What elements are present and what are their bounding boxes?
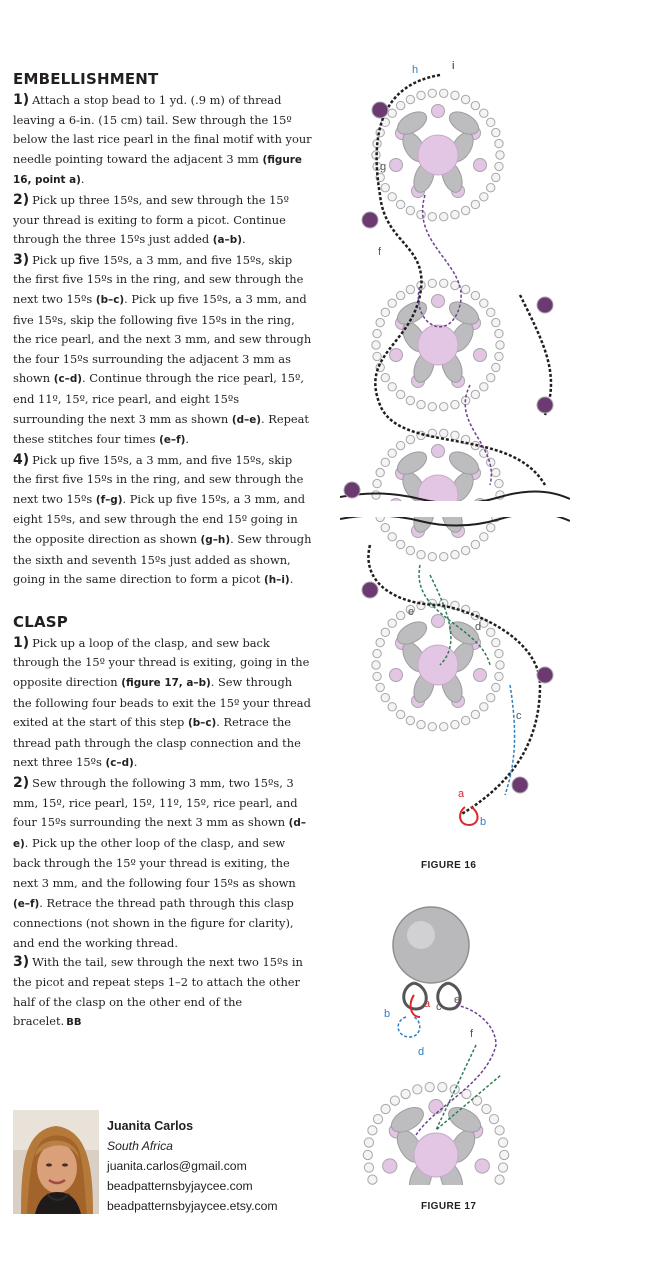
seed-bead (492, 638, 500, 646)
seed-bead (461, 285, 469, 293)
pearl-3mm (432, 105, 445, 118)
seed-bead (495, 139, 503, 147)
seed-bead (364, 1163, 373, 1172)
seed-bead (406, 95, 414, 103)
seed-bead (498, 1138, 507, 1147)
purple-3mm-bead (512, 777, 528, 793)
purple-3mm-bead (537, 397, 553, 413)
designer-email-link[interactable]: juanita.carlos@gmail.com (107, 1159, 247, 1173)
seed-bead (368, 1175, 377, 1184)
seed-bead (440, 89, 448, 97)
seed-bead (381, 308, 389, 316)
seed-bead (381, 523, 389, 531)
designer-etsy-link[interactable]: beadpatternsbyjaycee.etsy.com (107, 1199, 278, 1213)
label-g: g (380, 161, 387, 173)
clasp-bead (393, 907, 469, 983)
seed-bead (451, 400, 459, 408)
pearl-3mm (383, 1159, 397, 1173)
seed-bead (363, 1150, 372, 1159)
seed-bead (396, 611, 404, 619)
seed-bead (373, 672, 381, 680)
seed-bead (406, 285, 414, 293)
embellishment-step-4: 4) Pick up five 15ºs, a 3 mm, and five 15ºs, skip the first five 15ºs in the ring, and sew through the next two 15ºs (f–g). Pick up five 15ºs, a 3 mm, and eight 15ºs, and sew through the end 15º going in the opposite direction as shown (g–h). Sew through the sixth and seventh 15ºs just added as shown, going in the same direction to form a picot (h–i). (13, 451, 312, 587)
label-b: b (480, 816, 487, 828)
seed-bead (471, 710, 479, 718)
seed-bead (495, 649, 503, 657)
seed-bead (376, 318, 384, 326)
seed-bead (471, 291, 479, 299)
seed-bead (417, 91, 425, 99)
seed-bead (495, 329, 503, 337)
seed-bead (396, 441, 404, 449)
seed-bead (461, 546, 469, 554)
pearl-3mm (432, 615, 445, 628)
seed-bead (451, 720, 459, 728)
label-c: c (436, 1001, 442, 1013)
seed-bead (471, 540, 479, 548)
figure-17 (326, 905, 566, 1185)
seed-bead (417, 720, 425, 728)
end-mark: BB (66, 1017, 82, 1029)
seed-bead (388, 619, 396, 627)
seed-bead (428, 553, 436, 561)
pearl-3mm (432, 445, 445, 458)
seed-bead (388, 383, 396, 391)
seed-bead (451, 91, 459, 99)
seed-bead (372, 491, 380, 499)
seed-bead (496, 341, 504, 349)
pearl-3mm (429, 1099, 443, 1113)
thread-path-blue (398, 1017, 420, 1037)
seed-bead (428, 403, 436, 411)
pearl-3mm (390, 349, 403, 362)
seed-bead (428, 279, 436, 287)
pearl-3mm (390, 159, 403, 172)
label-i: i (452, 60, 455, 72)
figure-17-diagram (326, 905, 566, 1185)
figure-17-caption: FIGURE 17 (421, 1201, 477, 1212)
seed-bead (498, 1163, 507, 1172)
seed-bead (388, 109, 396, 117)
instructions-column (13, 70, 313, 1033)
seed-bead (440, 279, 448, 287)
seed-bead (381, 373, 389, 381)
seed-bead (390, 1096, 399, 1105)
label-h: h (412, 64, 419, 76)
seed-bead (373, 352, 381, 360)
seed-bead (487, 308, 495, 316)
seed-bead (480, 533, 488, 541)
label-d: d (418, 1046, 425, 1058)
seed-bead (406, 396, 414, 404)
seed-bead (471, 390, 479, 398)
seed-bead (388, 193, 396, 201)
seed-bead (450, 1085, 459, 1094)
center-pearl (418, 645, 458, 685)
pearl-3mm (475, 1159, 489, 1173)
label-a: a (458, 788, 465, 800)
purple-3mm-bead (537, 297, 553, 313)
figure-16-diagram (340, 45, 570, 845)
seed-bead (487, 628, 495, 636)
pearl-3mm (474, 349, 487, 362)
seed-bead (480, 383, 488, 391)
center-pearl (418, 135, 458, 175)
seed-bead (496, 661, 504, 669)
clasp-step-1: 1) Pick up a loop of the clasp, and sew back through the 15º your thread is exiting, going in the opposite direction (figure 17, a–b). Sew through the following four beads to exit the 15º your thread exited at the start of this step (b–c). Retrace the thread path through the clasp connection and the next three 15ºs (c–d). (13, 634, 311, 770)
purple-3mm-bead (344, 482, 360, 498)
seed-bead (495, 672, 503, 680)
label-a: a (424, 998, 431, 1010)
label-e: e (408, 606, 415, 618)
embellishment-step-1: 1) Attach a stop bead to 1 yd. (.9 m) of thread leaving a 6-in. (15 cm) tail. Sew through the 15º below the last rice pearl in the final motif with your needle pointing toward the adjacent 3 mm (figure 16, point a). (13, 92, 312, 187)
seed-bead (428, 213, 436, 221)
seed-bead (428, 89, 436, 97)
break-gap (340, 501, 570, 517)
seed-bead (406, 546, 414, 554)
clasp-step-2: 2) Sew through the following 3 mm, two 15ºs, 3 mm, 15º, rice pearl, 15º, 11º, 15º, rice pearl, and four 15ºs surrounding the next 3 mm as shown (d–e). Pick up the other loop of the clasp, and sew back through the 15º your thread is exiting, the next 3 mm, and the following four 15ºs as shown (e–f). Retrace the thread path through this clasp connections (not shown in the figure for clarity), and end the working thread. (13, 775, 307, 950)
seed-bead (381, 458, 389, 466)
seed-bead (376, 683, 384, 691)
seed-bead (396, 540, 404, 548)
seed-bead (492, 173, 500, 181)
seed-bead (417, 550, 425, 558)
clasp-step-3: 3) With the tail, sew through the next two 15ºs in the picot and repeat steps 1–2 to attach the other half of the clasp on the other end of the bracelet. BB (13, 954, 303, 1029)
purple-3mm-bead (362, 582, 378, 598)
seed-bead (376, 468, 384, 476)
seed-bead (440, 403, 448, 411)
seed-bead (440, 553, 448, 561)
seed-bead (396, 291, 404, 299)
seed-bead (461, 206, 469, 214)
seed-bead (417, 400, 425, 408)
seed-bead (500, 1150, 509, 1159)
pearl-3mm (474, 159, 487, 172)
seed-bead (487, 183, 495, 191)
thread-path-red (411, 995, 420, 1017)
seed-bead (372, 341, 380, 349)
seed-bead (451, 550, 459, 558)
seed-bead (492, 128, 500, 136)
figure-16-caption: FIGURE 16 (421, 860, 477, 871)
seed-bead (451, 210, 459, 218)
clasp-heading: CLASP (13, 612, 68, 631)
designer-bio (13, 1110, 313, 1220)
seed-bead (364, 1138, 373, 1147)
seed-bead (495, 1126, 504, 1135)
seed-bead (487, 523, 495, 531)
seed-bead (492, 363, 500, 371)
seed-bead (462, 1089, 471, 1098)
pearl-3mm (474, 669, 487, 682)
seed-bead (413, 1085, 422, 1094)
seed-bead (480, 703, 488, 711)
seed-bead (373, 479, 381, 487)
seed-bead (388, 299, 396, 307)
clasp-highlight (407, 921, 435, 949)
seed-bead (381, 183, 389, 191)
seed-bead (373, 649, 381, 657)
seed-bead (396, 101, 404, 109)
seed-bead (425, 1082, 434, 1091)
seed-bead (480, 193, 488, 201)
designer-country: South Africa (107, 1139, 173, 1153)
seed-bead (372, 661, 380, 669)
embellishment-step-3: 3) Pick up five 15ºs, a 3 mm, and five 15ºs, skip the first five 15ºs in the ring, and sew through the next two 15ºs (b–c). Pick up five 15ºs, a 3 mm, and five 15ºs, skip the following five 15ºs in the ring, the rice pearl, and the next 3 mm, and sew through the four 15ºs surrounding the adjacent 3 mm as shown (c–d). Continue through the rice pearl, 15º, end 11º, 15º, rice pearl, and eight 15ºs surrounding the next 3 mm as shown (d–e). Repeat these stitches four times (e–f). (13, 251, 312, 447)
label-f: f (378, 246, 382, 258)
seed-bead (440, 213, 448, 221)
seed-bead (487, 118, 495, 126)
seed-bead (495, 1175, 504, 1184)
seed-bead (381, 693, 389, 701)
seed-bead (482, 1104, 491, 1113)
seed-bead (373, 329, 381, 337)
seed-bead (495, 162, 503, 170)
embellishment-heading: EMBELLISHMENT (13, 70, 159, 88)
seed-bead (471, 101, 479, 109)
seed-bead (396, 710, 404, 718)
designer-photo (13, 1110, 99, 1214)
purple-3mm-bead (372, 102, 388, 118)
seed-bead (480, 109, 488, 117)
seed-bead (487, 693, 495, 701)
center-pearl (418, 325, 458, 365)
seed-bead (406, 206, 414, 214)
seed-bead (388, 533, 396, 541)
seed-bead (495, 352, 503, 360)
seed-bead (381, 1104, 390, 1113)
designer-website-link[interactable]: beadpatternsbyjaycee.com (107, 1179, 253, 1193)
seed-bead (471, 200, 479, 208)
seed-bead (496, 151, 504, 159)
seed-bead (381, 628, 389, 636)
purple-3mm-bead (537, 667, 553, 683)
seed-bead (388, 449, 396, 457)
label-d: d (475, 621, 482, 633)
label-f: f (470, 1028, 474, 1040)
seed-bead (487, 373, 495, 381)
seed-bead (461, 95, 469, 103)
seed-bead (396, 390, 404, 398)
center-pearl (414, 1133, 458, 1177)
label-e: e (454, 994, 461, 1006)
pearl-3mm (390, 669, 403, 682)
seed-bead (480, 299, 488, 307)
seed-bead (492, 318, 500, 326)
seed-bead (440, 429, 448, 437)
seed-bead (492, 683, 500, 691)
designer-name: Juanita Carlos (107, 1119, 194, 1133)
seed-bead (440, 723, 448, 731)
seed-bead (472, 1096, 481, 1105)
seed-bead (417, 210, 425, 218)
seed-bead (495, 479, 503, 487)
seed-bead (438, 1082, 447, 1091)
seed-bead (388, 703, 396, 711)
seed-bead (373, 1114, 382, 1123)
seed-bead (489, 1114, 498, 1123)
seed-bead (461, 716, 469, 724)
seed-bead (428, 599, 436, 607)
figure-16 (340, 45, 570, 845)
seed-bead (406, 435, 414, 443)
seed-bead (401, 1089, 410, 1098)
seed-bead (492, 468, 500, 476)
pearl-3mm (432, 295, 445, 308)
embellishment-step-2: 2) Pick up three 15ºs, and sew through the 15º your thread is exiting to form a picot. Continue through the three 15ºs just added (a–b). (13, 191, 289, 247)
seed-bead (368, 1126, 377, 1135)
purple-3mm-bead (362, 212, 378, 228)
seed-bead (451, 431, 459, 439)
seed-bead (406, 716, 414, 724)
label-c: c (516, 710, 522, 722)
seed-bead (376, 638, 384, 646)
label-b: b (384, 1008, 391, 1020)
portrait-image (13, 1110, 99, 1214)
clasp-loop (404, 983, 427, 1009)
seed-bead (396, 200, 404, 208)
seed-bead (428, 723, 436, 731)
